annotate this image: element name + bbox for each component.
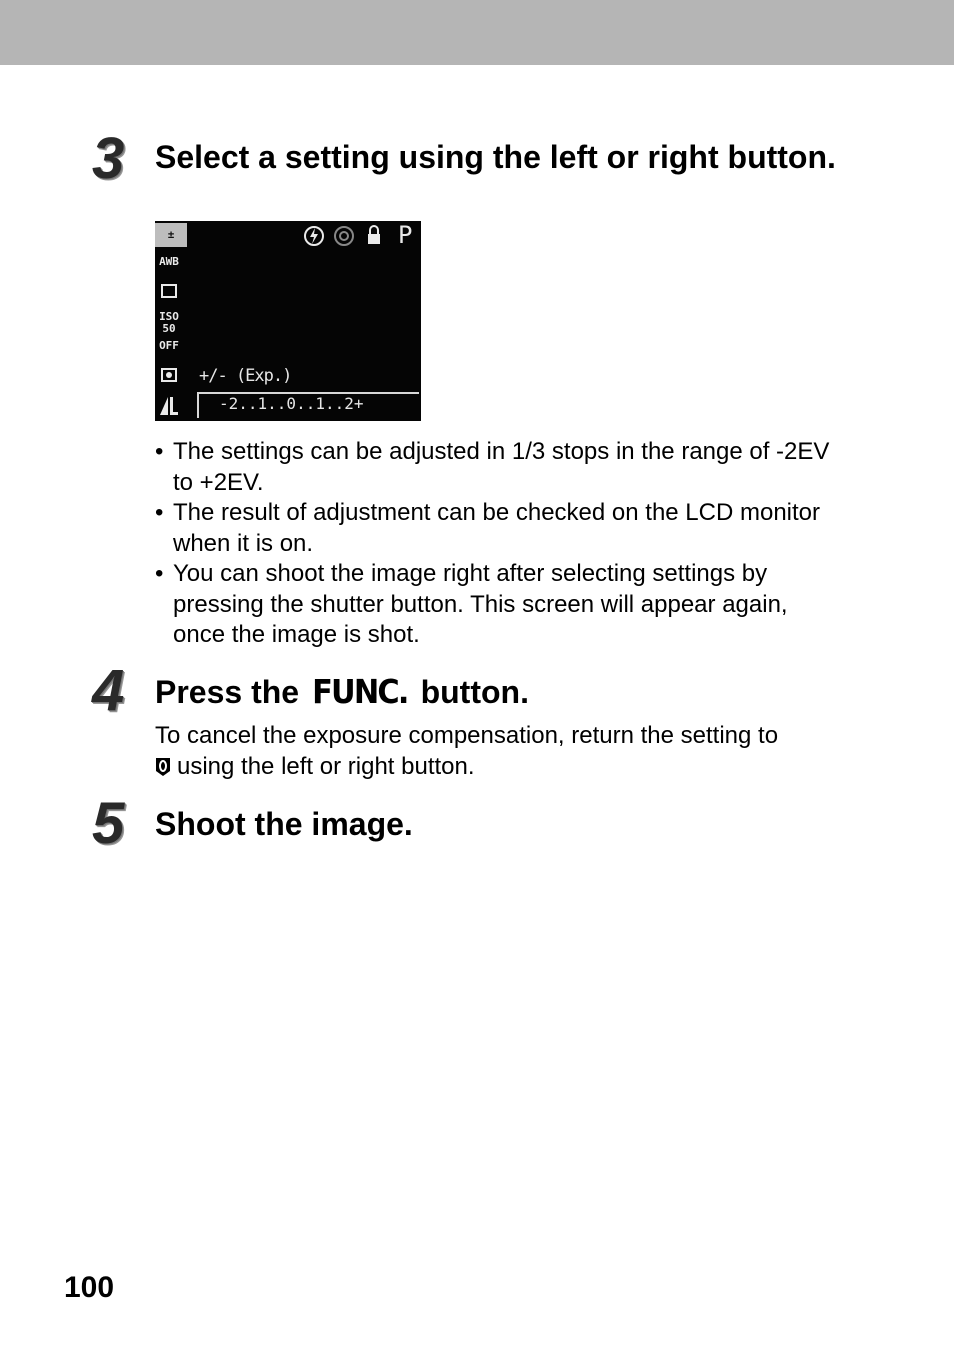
step-5-heading: Shoot the image. bbox=[155, 806, 413, 842]
step-4-heading-before: Press the bbox=[155, 674, 300, 710]
step-number-3: 3 bbox=[92, 126, 125, 191]
white-balance-icon: AWB bbox=[159, 255, 179, 268]
notes-list bbox=[155, 437, 845, 651]
step-4-text-before: To cancel the exposure compensation, return the setting to bbox=[155, 722, 779, 749]
shooting-mode-label: P bbox=[398, 221, 413, 249]
step-4-heading-after: button. bbox=[420, 674, 529, 710]
self-timer-icon bbox=[365, 224, 383, 250]
list-item: • You can shoot the image right after selecting settings by pressing the shutter button. This screen will appear again, once the image is shot. bbox=[155, 559, 845, 651]
iso-icon: ISO 50 bbox=[159, 310, 179, 335]
func-button-label: FUNC. bbox=[312, 672, 408, 711]
effect-off-icon: OFF bbox=[159, 339, 179, 352]
page-number: 100 bbox=[64, 1271, 115, 1304]
step-number-5: 5 bbox=[92, 791, 125, 856]
resolution-icon bbox=[157, 393, 181, 420]
list-item: • The settings can be adjusted in 1/3 stops in the range of -2EV to +2EV. bbox=[155, 437, 845, 498]
metering-icon bbox=[157, 367, 181, 386]
lcd-screen-image bbox=[155, 221, 421, 421]
step-4-heading bbox=[155, 673, 855, 711]
red-eye-icon bbox=[333, 225, 355, 251]
exposure-scale: -2..1..0..1..2+ bbox=[219, 394, 364, 413]
step-number-4: 4 bbox=[92, 658, 125, 723]
header-band bbox=[0, 0, 954, 65]
drive-mode-icon bbox=[157, 283, 181, 302]
zero-setting-icon bbox=[155, 757, 171, 777]
exposure-label: +/- (Exp.) bbox=[199, 366, 292, 386]
step-4-text-after: using the left or right button. bbox=[177, 752, 475, 780]
exposure-comp-icon: ± bbox=[155, 223, 187, 247]
step-4-description bbox=[155, 721, 855, 782]
flash-off-icon bbox=[303, 225, 325, 251]
list-item: • The result of adjustment can be checked on the LCD monitor when it is on. bbox=[155, 498, 845, 559]
step-3-heading: Select a setting using the left or right button. bbox=[155, 139, 836, 175]
